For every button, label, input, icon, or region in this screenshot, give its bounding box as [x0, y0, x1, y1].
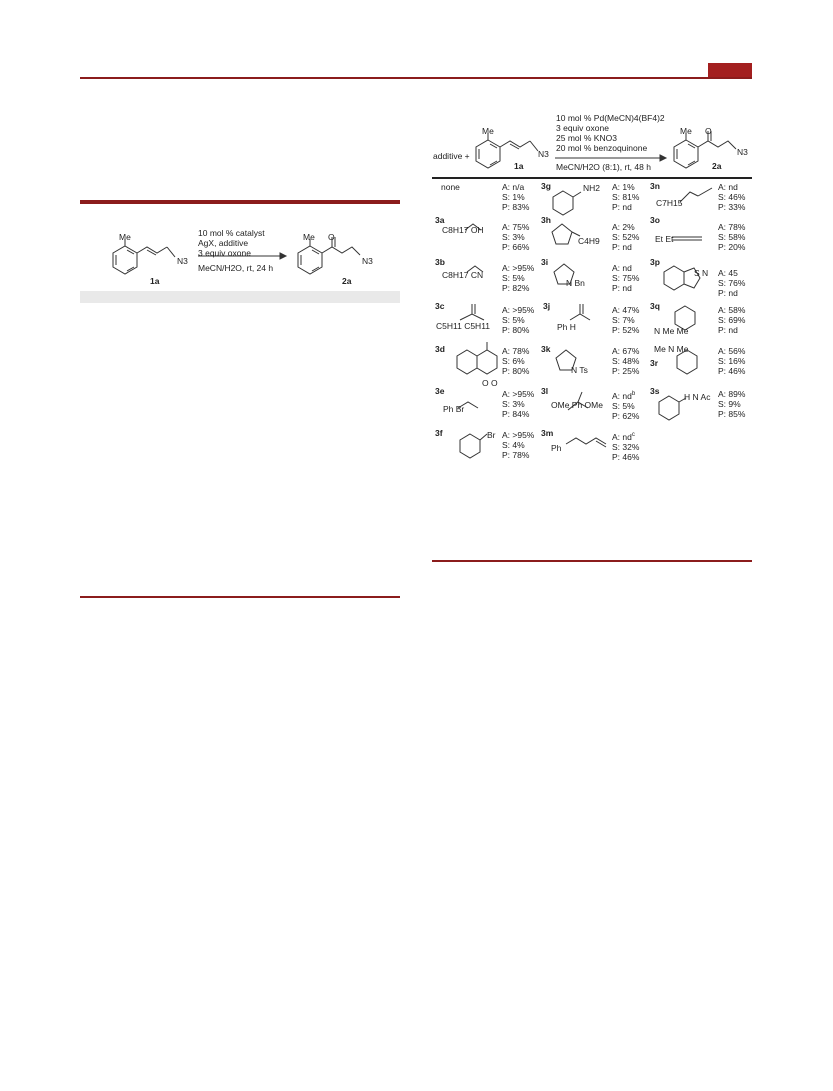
- right-start-n3-label: N3: [538, 149, 549, 159]
- right-bottom-rule: [432, 560, 752, 562]
- entry-3k-id: 3k: [541, 344, 551, 354]
- entry-3s-id: 3s: [650, 386, 660, 396]
- entry-3j-structure: [570, 300, 610, 330]
- right-solvent: MeCN/H2O (8:1), rt, 48 h: [556, 162, 651, 172]
- entry-3p-atoms: S N: [694, 268, 709, 278]
- left-product-benzene: [298, 246, 322, 274]
- entry-3c-id: 3c: [435, 301, 445, 311]
- entry-3b-results: A: >95% S: 5% P: 82%: [502, 263, 535, 293]
- entry-3l-results: A: $nd^b$ S: 5% P: 62%: [612, 390, 640, 421]
- entry-3m-ph: Ph: [551, 443, 562, 453]
- entry-3d-atoms: O O: [482, 378, 498, 388]
- entry-3o-groups: Et Et: [655, 234, 674, 244]
- entry-3e-groups: Ph Br: [443, 404, 465, 414]
- entry-3o-results: A: 78% S: 58% P: 20%: [718, 222, 746, 252]
- left-product-n3-label: N3: [362, 256, 373, 266]
- entry-3m-results: A: $nd^c$ S: 32% P: 46%: [612, 431, 640, 462]
- entry-3p-results: A: 45 S: 76% P: nd: [718, 268, 746, 298]
- page-number-tab: [708, 63, 752, 77]
- entry-3i-groups: N Bn: [566, 278, 585, 288]
- entry-3r-results: A: 56% S: 16% P: 46%: [718, 346, 746, 376]
- right-condition-3: 25 mol % KNO3: [556, 133, 617, 143]
- entry-3a-chain: C8H17 OH: [442, 225, 484, 235]
- entry-3q-results: A: 58% S: 69% P: nd: [718, 305, 746, 335]
- entry-3f-br: Br: [487, 430, 496, 440]
- entry-3f-id: 3f: [435, 428, 443, 438]
- entry-3h-results: A: 2% S: 52% P: nd: [612, 222, 640, 252]
- left-condition-1: 10 mol % catalyst: [198, 228, 265, 238]
- left-solvent: MeCN/H2O, rt, 24 h: [198, 263, 274, 273]
- right-start-benzene: [476, 140, 500, 168]
- left-product-me-label: Me: [303, 232, 315, 242]
- entry-3l-id: 3l: [541, 386, 549, 396]
- entry-3a-results: A: 75% S: 3% P: 66%: [502, 222, 530, 252]
- right-condition-2: 3 equiv oxone: [556, 123, 609, 133]
- entry-3d-results: A: 78% S: 6% P: 80%: [502, 346, 530, 376]
- entry-3s-groups: H N Ac: [684, 392, 711, 402]
- entry-3b-id: 3b: [435, 257, 445, 267]
- entry-3d-id: 3d: [435, 344, 445, 354]
- entry-3s-results: A: 89% S: 9% P: 85%: [718, 389, 746, 419]
- entry-3g-nh2: NH2: [583, 183, 601, 193]
- left-start-compound-label: 1a: [150, 276, 160, 286]
- left-table-header-band: [80, 291, 400, 303]
- entry-3g-results: A: 1% S: 81% P: nd: [612, 182, 640, 212]
- entry-3a-id: 3a: [435, 215, 445, 225]
- right-table-top-rule: [432, 177, 752, 179]
- entry-3j-groups: Ph H: [557, 322, 576, 332]
- left-product-compound-label: 2a: [342, 276, 352, 286]
- entry-3h-id: 3h: [541, 215, 551, 225]
- entry-3n-chain: C7H15: [656, 198, 683, 208]
- entry-3n-id: 3n: [650, 181, 660, 191]
- left-start-n3-label: N3: [177, 256, 188, 266]
- entry-3r-atoms: Me N Me: [654, 344, 689, 354]
- entry-3e-id: 3e: [435, 386, 445, 396]
- entry-3c-chains: C5H11 C5H11: [436, 321, 491, 331]
- left-start-benzene: [113, 246, 137, 274]
- page-header-rule: [80, 77, 752, 79]
- entry-3k-results: A: 67% S: 48% P: 25%: [612, 346, 640, 376]
- left-start-me-label: Me: [119, 232, 131, 242]
- entry-3r-id: 3r: [650, 358, 659, 368]
- entry-3j-results: A: 47% S: 7% P: 52%: [612, 305, 640, 335]
- entry-3i-id: 3i: [541, 257, 549, 267]
- entry-3j-id: 3j: [543, 301, 551, 311]
- right-start-compound-label: 1a: [514, 161, 524, 171]
- entry-3q-id: 3q: [650, 301, 660, 311]
- right-product-me-label: Me: [680, 126, 692, 136]
- entry-3q-atoms: N Me Me: [654, 326, 689, 336]
- left-product-o-label: O: [328, 232, 335, 242]
- right-additive-label: additive +: [433, 151, 470, 161]
- entry-3k-groups: N Ts: [571, 365, 588, 375]
- left-condition-3: 3 equiv oxone: [198, 248, 251, 258]
- entry-3f-results: A: >95% S: 4% P: 78%: [502, 430, 535, 460]
- entry-3h-chain: C4H9: [578, 236, 600, 246]
- entry-3i-results: A: nd S: 75% P: nd: [612, 263, 640, 293]
- left-condition-2: AgX, additive: [198, 238, 249, 248]
- right-product-benzene: [674, 140, 698, 168]
- right-condition-4: 20 mol % benzoquinone: [556, 143, 648, 153]
- entry-3o-id: 3o: [650, 215, 660, 225]
- entry-3p-id: 3p: [650, 257, 660, 267]
- entry-3g-id: 3g: [541, 181, 551, 191]
- left-bottom-rule: [80, 596, 400, 598]
- entry-3e-results: A: >95% S: 3% P: 84%: [502, 389, 535, 419]
- entry-3c-results: A: >95% S: 5% P: 80%: [502, 305, 535, 335]
- entry-3n-results: A: nd S: 46% P: 33%: [718, 182, 746, 212]
- right-product-o-label: O: [705, 126, 712, 136]
- entry-3l-groups: OMe Ph OMe: [551, 400, 603, 410]
- entry-none-label: none: [441, 182, 460, 192]
- entry-3p-structure: [662, 260, 722, 300]
- right-condition-1: 10 mol % Pd(MeCN)4(BF4)2: [556, 113, 665, 123]
- left-scheme-top-rule: [80, 200, 400, 204]
- right-product-compound-label: 2a: [712, 161, 722, 171]
- right-product-n3-label: N3: [737, 147, 748, 157]
- entry-3m-id: 3m: [541, 428, 554, 438]
- entry-none-results: A: n/a S: 1% P: 83%: [502, 182, 530, 212]
- right-start-me-label: Me: [482, 126, 494, 136]
- entry-3o-structure: [672, 234, 712, 244]
- entry-3b-chain: C8H17 CN: [442, 270, 484, 280]
